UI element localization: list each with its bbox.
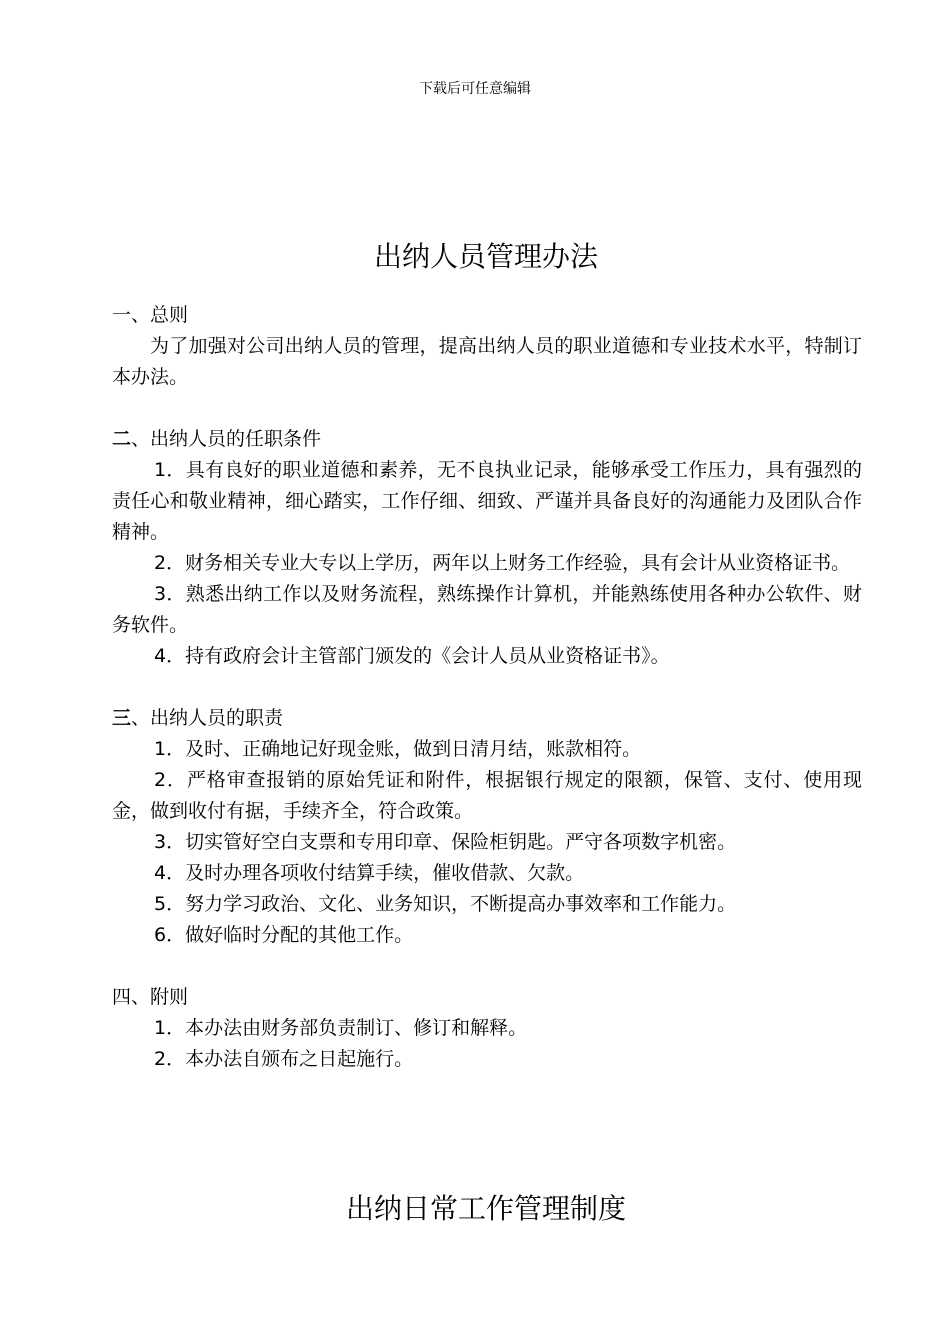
- section-heading: [112, 424, 862, 455]
- doc-title-daily-work-rules: 出纳日常工作管理制度: [345, 1191, 626, 1225]
- list-item: 2．本办法自颁布之日起施行。: [154, 1048, 414, 1070]
- list-item: 5．努力学习政治、文化、业务知识，不断提高办事效率和工作能力。: [154, 893, 737, 915]
- list-item: 2．财务相关专业大专以上学历，两年以上财务工作经验，具有会计从业资格证书。: [154, 552, 851, 574]
- section-general: [112, 300, 862, 393]
- section-supplementary: [112, 982, 862, 1075]
- section-number: 三: [112, 707, 132, 729]
- section-number: 一: [112, 304, 132, 326]
- header-note: 下载后可任意编辑: [419, 81, 531, 97]
- list-item: 3．熟悉出纳工作以及财务流程，熟练操作计算机，并能熟练使用各种办公软件、财务软件。: [112, 583, 862, 636]
- doc-title-cashier-management: 出纳人员管理办法: [373, 239, 598, 273]
- section-heading-text: 、附则: [131, 986, 189, 1008]
- section-qualifications: [112, 424, 862, 672]
- section-heading-text: 、出纳人员的职责: [131, 707, 284, 729]
- paragraph: 为了加强对公司出纳人员的管理，提高出纳人员的职业道德和专业技术水平，特制订本办法。: [112, 335, 862, 388]
- section-number: 四: [112, 986, 132, 1008]
- section-number: 二: [112, 428, 132, 450]
- list-item: 3．切实管好空白支票和专用印章、保险柜钥匙。严守各项数字机密。: [154, 831, 737, 853]
- list-item: 1．具有良好的职业道德和素养，无不良执业记录，能够承受工作压力，具有强烈的责任心和敬业精神，细心踏实，工作仔细、细致、严谨并具备良好的沟通能力及团队合作精神。: [112, 459, 862, 543]
- section-heading: [112, 300, 862, 331]
- document-body: [112, 300, 862, 1075]
- list-item: 4．及时办理各项收付结算手续，催收借款、欠款。: [154, 862, 585, 884]
- section-heading: [112, 982, 862, 1013]
- list-item: 2．严格审查报销的原始凭证和附件，根据银行规定的限额，保管、支付、使用现金，做到收付有据，手续齐全，符合政策。: [112, 769, 862, 822]
- list-item: 4．持有政府会计主管部门颁发的《会计人员从业资格证书》。: [154, 645, 670, 667]
- section-heading: [112, 703, 862, 734]
- section-heading-text: 、出纳人员的任职条件: [131, 428, 322, 450]
- list-item: 1．及时、正确地记好现金账，做到日清月结，账款相符。: [154, 738, 642, 760]
- list-item: 1．本办法由财务部负责制订、修订和解释。: [154, 1017, 528, 1039]
- section-duties: [112, 703, 862, 951]
- section-heading-text: 、总则: [131, 304, 189, 326]
- list-item: 6．做好临时分配的其他工作。: [154, 924, 414, 946]
